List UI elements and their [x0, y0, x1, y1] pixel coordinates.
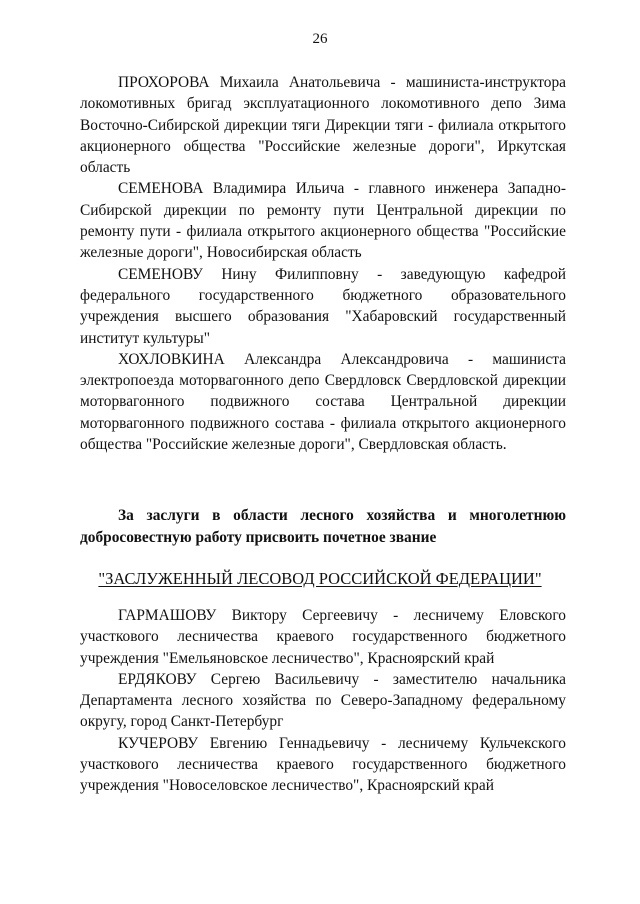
award-heading: За заслуги в области лесного хозяйства и многолетнюю добросовестную работу присвоить почетное звание — [80, 507, 566, 546]
awardee-paragraph: КУЧЕРОВУ Евгению Геннадьевичу - лесничему Кульчекского участкового лесничества краевого государственного бюджетного учреждения "Новоселовское лесничество", Красноярский край — [80, 734, 566, 795]
award-title — [0, 569, 640, 589]
awardee-paragraph: ГАРМАШОВУ Виктору Сергеевичу - лесничему Еловского участкового лесничества краевого государственного бюджетного учреждения "Емельяновское лесничество", Красноярский край — [80, 607, 566, 667]
page-number: 26 — [312, 31, 328, 47]
awardee-paragraph: ХОХЛОВКИНА Александра Александровича - машиниста электропоезда моторвагонного депо Свердловск Свердловской дирекции моторвагонного подвижного состава Центральной дирекции моторвагонного подвижного состава - филиала открытого акционерного общества "Российские железные дороги", Свердловская область. — [80, 350, 566, 454]
awardee-paragraph: СЕМЕНОВУ Нину Филипповну - заведующую кафедрой федерального государственного бюджетного образовательного учреждения высшего образования "Хабаровский государственный институт культуры" — [80, 265, 566, 347]
awardees-list-forestry — [80, 605, 566, 797]
award-title-text: "ЗАСЛУЖЕННЫЙ ЛЕСОВОД РОССИЙСКОЙ ФЕДЕРАЦИИ" — [98, 569, 542, 588]
awardee-paragraph: ЕРДЯКОВУ Сергею Васильевичу - заместителю начальника Департамента лесного хозяйства по Северо-Западному федеральному округу, город Санкт-Петербург — [80, 670, 566, 731]
awardee-paragraph: ПРОХОРОВА Михаила Анатольевича - машиниста-инструктора локомотивных бригад эксплуатационного локомотивного депо Зима Восточно-Сибирской дирекции тяги Дирекции тяги - филиала открытого акционерного общества "Российские железные дороги", Иркутская область — [80, 74, 566, 177]
awardee-paragraph: СЕМЕНОВА Владимира Ильича - главного инженера Западно-Сибирской дирекции по ремонту пути Центральной дирекции по ремонту пути - филиала открытого акционерного общества "Российские железные дороги", Новосибирская область — [80, 180, 566, 262]
awardees-list-transport — [80, 72, 566, 455]
